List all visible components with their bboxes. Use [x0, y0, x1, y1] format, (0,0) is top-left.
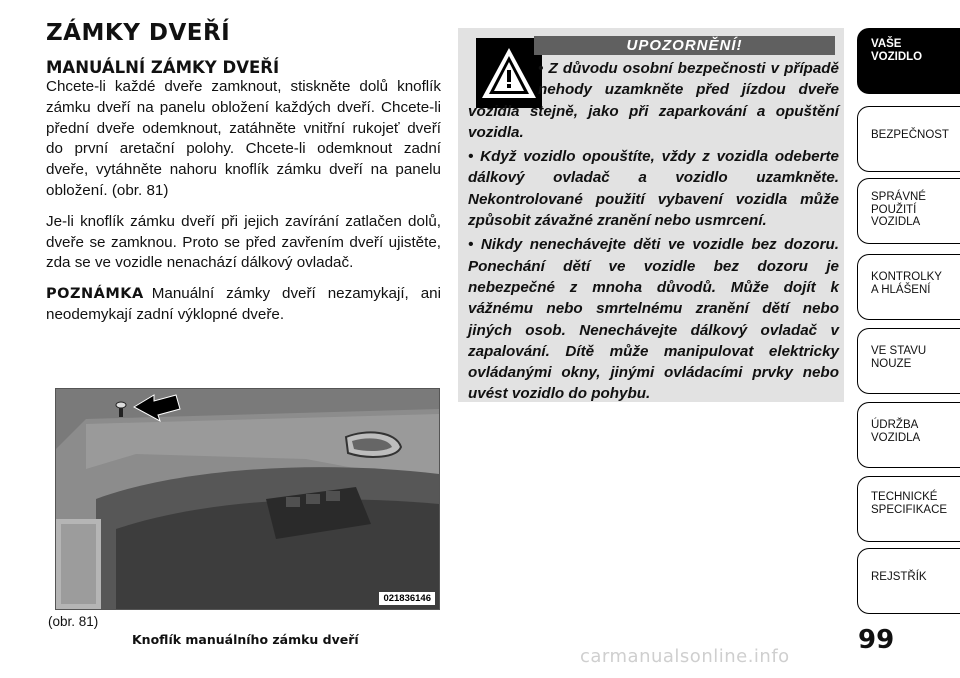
tab-spravne-pouziti-vozidla[interactable]: SPRÁVNÉ POUŽITÍ VOZIDLA	[857, 178, 960, 244]
figure-caption: Knoflík manuálního zámku dveří	[132, 632, 359, 647]
paragraph-lock-on-close: Je-li knoflík zámku dveří při jejich zavírání zatlačen dolů, dveře se zamknou. Proto se před zavřením dveří ujistěte, zda se ve vozidle nenachází dálkový ovladač.	[46, 212, 441, 272]
warning-item: • Nikdy nenechávejte děti ve vozidle bez dozoru. Ponechání dětí ve vozidle bez dozoru je nebezpečné z mnoha důvodů. Může dojít k vážnému nebo smrtelnému zranění dětí nebo jiných osob. Nenechávejte dálkový ovladač v zapalování. Dítě může manipulovat elektricky ovládanými okny, jinými ovládacími prvky nebo uvést vozidlo do pohybu.	[468, 236, 839, 403]
tab-ve-stavu-nouze[interactable]: VE STAVU NOUZE	[857, 328, 960, 394]
door-panel-figure	[55, 388, 440, 610]
tab-udrzba-vozidla[interactable]: ÚDRŽBA VOZIDLA	[857, 402, 960, 468]
warning-item: • Když vozidlo opouštíte, vždy z vozidla odeberte dálkový ovladač a vozidlo uzamkněte. Nekontrolované použití vybavení vozidla může způsobit závažné zranění nebo usmrcení.	[468, 148, 839, 230]
warning-item: • Z důvodu osobní bezpečnosti v případě nehody uzamkněte před jízdou dveře vozidla stejně, jako při zaparkování a opuštění vozidla.	[468, 60, 839, 141]
tab-rejstrik[interactable]: REJSTŘÍK	[857, 548, 960, 614]
main-column	[46, 20, 441, 336]
tab-vase-vozidlo[interactable]: VAŠE VOZIDLO	[857, 28, 960, 94]
tab-kontrolky-a-hlaseni[interactable]: KONTROLKY A HLÁŠENÍ	[857, 254, 960, 320]
tab-technicke-specifikace[interactable]: TECHNICKÉ SPECIFIKACE	[857, 476, 960, 542]
warning-title: UPOZORNĚNÍ!	[534, 36, 835, 55]
warning-body	[468, 58, 839, 408]
door-panel-illustration	[56, 389, 439, 609]
watermark: carmanualsonline.info	[580, 646, 790, 667]
page-number: 99	[858, 625, 895, 655]
section-title: ZÁMKY DVEŘÍ	[46, 20, 231, 46]
note-text: Manuální zámky dveří nezamykají, ani neodemykají zadní výklopné dveře.	[46, 285, 441, 323]
paragraph-locking-instructions: Chcete-li každé dveře zamknout, stiskněte dolů knoflík zámku dveří na panelu obložení každých dveří. Chcete-li přední dveře odemknout, zatáhněte vnitřní rukojeť dveří do první aretační polohy. Chcete-li odemknout zadní dveře, vytáhněte nahoru knoflík zámku dveří na panelu obložení. (obr. 81)	[46, 78, 441, 199]
note-label: POZNÁMKA	[46, 286, 144, 303]
figure-reference: (obr. 81)	[48, 614, 99, 629]
note-paragraph	[46, 284, 441, 326]
warning-box	[458, 28, 844, 402]
tab-bezpecnost[interactable]: BEZPEČNOST	[857, 106, 960, 172]
subsection-title: MANUÁLNÍ ZÁMKY DVEŘÍ	[46, 58, 280, 77]
figure-code: 021836146	[379, 592, 435, 605]
